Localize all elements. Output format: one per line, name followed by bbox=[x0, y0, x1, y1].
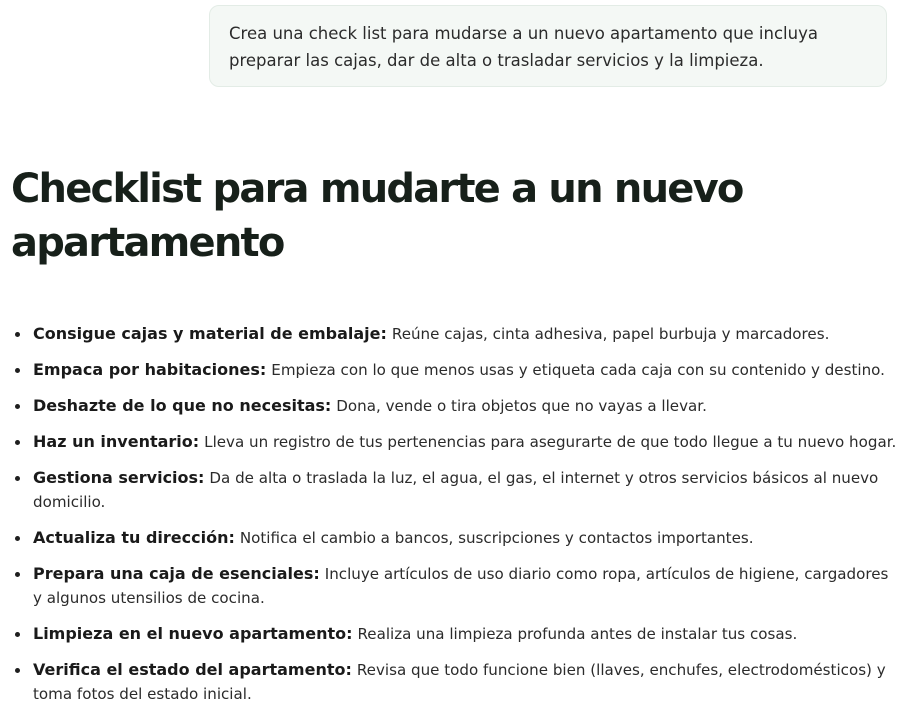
checklist-item-desc: Dona, vende o tira objetos que no vayas a llevar. bbox=[336, 397, 707, 415]
checklist-item-desc: Lleva un registro de tus pertenencias para asegurarte de que todo llegue a tu nuevo hogar. bbox=[204, 433, 897, 451]
checklist-item bbox=[0, 322, 910, 346]
checklist-item-term: Empaca por habitaciones: bbox=[33, 360, 267, 379]
checklist-item bbox=[0, 466, 910, 514]
checklist-item-term: Verifica el estado del apartamento: bbox=[33, 660, 352, 679]
checklist-item-desc: Realiza una limpieza profunda antes de instalar tus cosas. bbox=[357, 625, 798, 643]
user-message-text: Crea una check list para mudarse a un nuevo apartamento que incluya preparar las cajas, dar de alta o trasladar servicios y la limpieza. bbox=[229, 24, 818, 70]
checklist-item bbox=[0, 562, 910, 610]
checklist-item-term: Haz un inventario: bbox=[33, 432, 200, 451]
checklist-item-desc: Reúne cajas, cinta adhesiva, papel burbuja y marcadores. bbox=[391, 325, 830, 343]
checklist-item bbox=[0, 622, 910, 646]
checklist-item bbox=[0, 394, 910, 418]
checklist-item-term: Consigue cajas y material de embalaje: bbox=[33, 324, 387, 343]
checklist-item-term: Actualiza tu dirección: bbox=[33, 528, 235, 547]
checklist-item-desc: Da de alta o traslada la luz, el agua, el gas, el internet y otros servicios básicos al nuevo domicilio. bbox=[33, 469, 879, 511]
checklist-item-desc: Empieza con lo que menos usas y etiqueta cada caja con su contenido y destino. bbox=[271, 361, 885, 379]
user-message-bubble bbox=[209, 5, 887, 87]
checklist bbox=[0, 322, 910, 718]
checklist-item-desc: Incluye artículos de uso diario como ropa, artículos de higiene, cargadores y algunos utensilios de cocina. bbox=[33, 565, 889, 607]
checklist-item bbox=[0, 526, 910, 550]
checklist-item-desc: Revisa que todo funcione bien (llaves, enchufes, electrodomésticos) y toma fotos del estado inicial. bbox=[33, 661, 886, 703]
checklist-item-term: Deshazte de lo que no necesitas: bbox=[33, 396, 332, 415]
checklist-item bbox=[0, 358, 910, 382]
response-title: Checklist para mudarte a un nuevo apartamento bbox=[11, 166, 743, 266]
checklist-item bbox=[0, 658, 910, 706]
checklist-item bbox=[0, 430, 910, 454]
checklist-item-term: Limpieza en el nuevo apartamento: bbox=[33, 624, 353, 643]
checklist-item-term: Gestiona servicios: bbox=[33, 468, 205, 487]
checklist-item-desc: Notifica el cambio a bancos, suscripciones y contactos importantes. bbox=[239, 529, 754, 547]
checklist-item-term: Prepara una caja de esenciales: bbox=[33, 564, 320, 583]
